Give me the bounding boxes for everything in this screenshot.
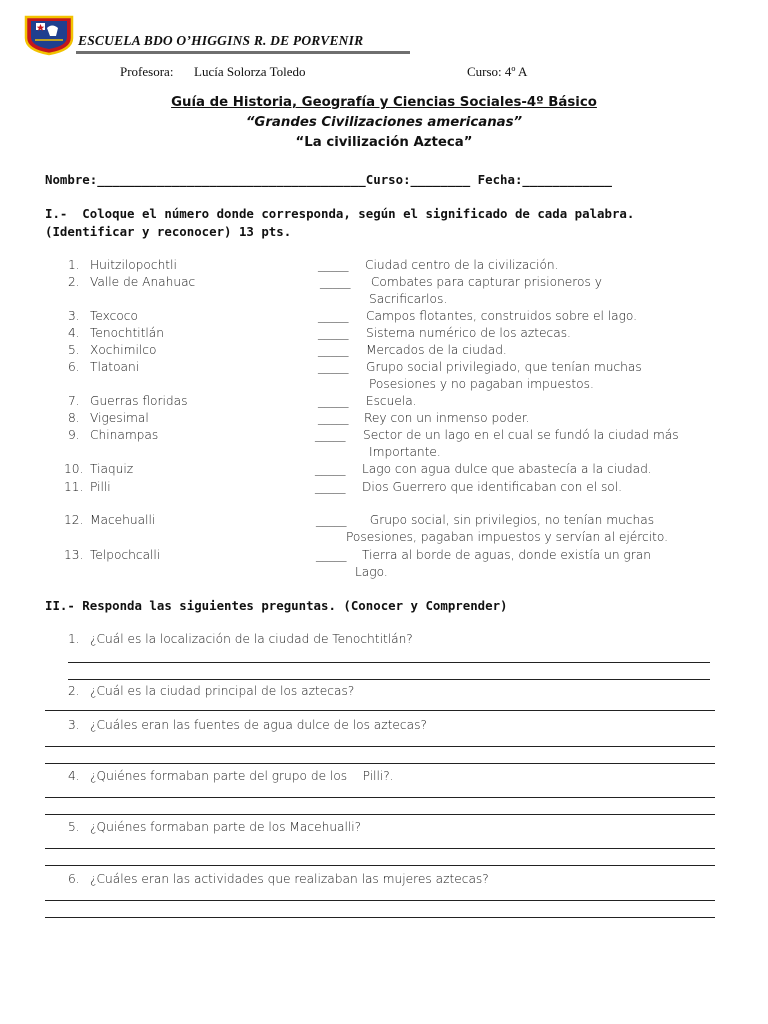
answer-line[interactable] (45, 917, 715, 918)
term-item: Guerras floridas (90, 394, 188, 408)
term-number: 12. (64, 513, 84, 527)
definition-text: Grupo social privilegiado, que tenían muchas (366, 360, 642, 374)
definition-continuation: Lago. (355, 565, 388, 579)
term-number: 7. (68, 394, 80, 408)
definition-text: Sector de un lago en el cual se fundó la ciudad más (363, 428, 679, 442)
term-item: Xochimilco (90, 343, 157, 357)
definition-continuation: Sacrificarlos. (369, 292, 448, 306)
match-blank[interactable]: _____ (315, 462, 346, 476)
term-item: Texcoco (90, 309, 138, 323)
student-info-line[interactable]: Nombre:____________________________________Curso:________ Fecha:____________ (45, 172, 612, 187)
question-number: 4. (68, 769, 80, 783)
answer-line[interactable] (45, 900, 715, 901)
match-blank[interactable]: _____ (318, 309, 349, 323)
section1-instruction: I.- Coloque el número donde corresponda, según el significado de cada palabra. (45, 206, 635, 221)
definition-text: Ciudad centro de la civilización. (365, 258, 559, 272)
definition-text: Lago con agua dulce que abastecía a la ciudad. (362, 462, 652, 476)
question-number: 1. (68, 632, 80, 646)
match-blank[interactable]: _____ (315, 480, 346, 494)
term-item: Telpochcalli (90, 548, 161, 562)
answer-line[interactable] (45, 710, 715, 711)
question-text: ¿Cuáles eran las fuentes de agua dulce de los aztecas? (90, 718, 427, 732)
term-number: 8. (68, 411, 80, 425)
header-divider (76, 51, 410, 54)
definition-text: Dios Guerrero que identificaban con el sol. (362, 480, 623, 494)
term-item: Valle de Anahuac (90, 275, 196, 289)
match-blank[interactable]: _____ (315, 428, 346, 442)
term-number: 9. (68, 428, 80, 442)
definition-text: Escuela. (362, 394, 417, 408)
answer-line[interactable] (45, 848, 715, 849)
worksheet-topic: “La civilización Azteca” (295, 135, 473, 150)
school-emblem-icon (22, 14, 76, 56)
term-number: 4. (68, 326, 80, 340)
worksheet-subtitle: “Grandes Civilizaciones americanas” (245, 115, 523, 130)
answer-line[interactable] (68, 662, 710, 663)
match-blank[interactable]: _____ (318, 343, 349, 357)
term-number: 11. (64, 480, 84, 494)
match-blank[interactable]: _____ (318, 360, 349, 374)
term-item: Macehualli (90, 513, 156, 527)
answer-line[interactable] (45, 865, 715, 866)
course-label: Curso: 4º A (467, 64, 528, 79)
match-blank[interactable]: _____ (318, 411, 349, 425)
definition-text: Rey con un inmenso poder. (364, 411, 530, 425)
answer-line[interactable] (45, 763, 715, 764)
question-text: ¿Quiénes formaban parte del grupo de los Pilli?. (90, 769, 394, 783)
question-number: 6. (68, 872, 80, 886)
answer-line[interactable] (45, 797, 715, 798)
question-number: 2. (68, 684, 80, 698)
term-item: Vigesimal (90, 411, 149, 425)
definition-text: Tierra al borde de aguas, donde existía un gran (362, 548, 651, 562)
definition-text: Sistema numérico de los aztecas. (366, 326, 571, 340)
definition-text: Combates para capturar prisioneros y (367, 275, 602, 289)
term-item: Chinampas (90, 428, 159, 442)
term-item: Tlatoani (90, 360, 140, 374)
term-number: 2. (68, 275, 80, 289)
term-number: 10. (64, 462, 84, 476)
section1-instruction-2: (Identificar y reconocer) 13 pts. (45, 224, 292, 239)
definition-continuation: Posesiones, pagaban impuestos y servían al ejército. (346, 530, 668, 544)
section2-instruction: II.- Responda las siguientes preguntas. (Conocer y Comprender) (45, 598, 508, 613)
question-number: 5. (68, 820, 80, 834)
definition-continuation: Posesiones y no pagaban impuestos. (369, 377, 594, 391)
term-item: Tiaquiz (90, 462, 134, 476)
term-number: 5. (68, 343, 80, 357)
match-blank[interactable]: _____ (316, 513, 347, 527)
term-number: 3. (68, 309, 80, 323)
match-blank[interactable]: _____ (316, 548, 347, 562)
term-number: 1. (68, 258, 80, 272)
question-number: 3. (68, 718, 80, 732)
question-text: ¿Cuál es la ciudad principal de los aztecas? (90, 684, 355, 698)
term-number: 13. (64, 548, 84, 562)
term-item: Pilli (90, 480, 111, 494)
match-blank[interactable]: _____ (320, 275, 351, 289)
definition-continuation: Importante. (369, 445, 441, 459)
question-text: ¿Cuáles eran las actividades que realizaban las mujeres aztecas? (90, 872, 489, 886)
answer-line[interactable] (68, 679, 710, 680)
match-blank[interactable]: _____ (318, 326, 349, 340)
answer-line[interactable] (45, 814, 715, 815)
school-name: ESCUELA BDO O’HIGGINS R. DE PORVENIR (78, 33, 364, 48)
worksheet-title: Guía de Historia, Geografía y Ciencias Sociales-4º Básico (171, 95, 597, 110)
definition-text: Grupo social, sin privilegios, no tenían muchas (362, 513, 655, 527)
teacher-name: Lucía Solorza Toledo (194, 64, 306, 79)
term-number: 6. (68, 360, 80, 374)
term-item: Tenochtitlán (90, 326, 164, 340)
definition-text: Mercados de la ciudad. (366, 343, 507, 357)
term-item: Huitzilopochtli (90, 258, 177, 272)
definition-text: Campos flotantes, construidos sobre el lago. (366, 309, 637, 323)
question-text: ¿Cuál es la localización de la ciudad de Tenochtitlán? (90, 632, 413, 646)
match-blank[interactable]: _____ (318, 394, 349, 408)
question-text: ¿Quiénes formaban parte de los Macehualli? (90, 820, 362, 834)
answer-line[interactable] (45, 746, 715, 747)
match-blank[interactable]: _____ (318, 258, 349, 272)
teacher-label: Profesora: (120, 64, 174, 79)
